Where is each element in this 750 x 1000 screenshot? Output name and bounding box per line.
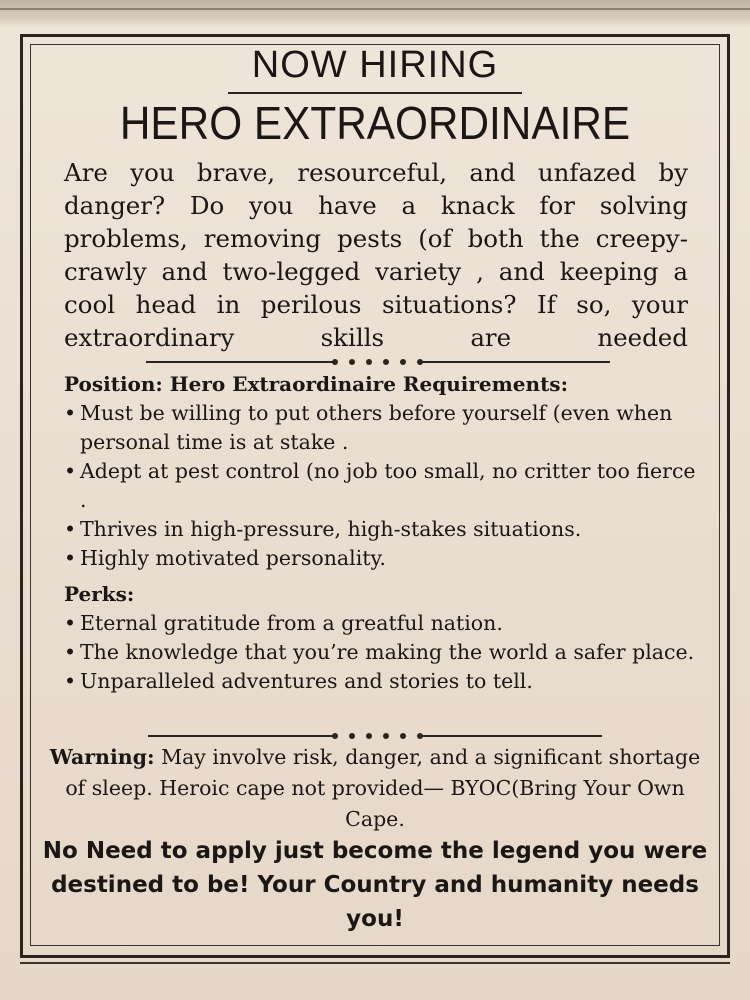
warning-text: May involve risk, danger, and a significant shortage of sleep. Heroic cape not provided— BYOC(Bring Your Own Cape.	[65, 745, 701, 831]
requirement-item: • Highly motivated personality.	[64, 544, 704, 573]
requirements-section	[64, 370, 704, 573]
ad-bottom-rule	[20, 962, 730, 964]
perk-item: • Unparalleled adventures and stories to tell.	[64, 667, 704, 696]
requirement-item: • Adept at pest control (no job too small, no critter too fierce .	[64, 457, 704, 515]
ornament-divider	[146, 355, 610, 369]
requirement-item: • Thrives in high-pressure, high-stakes situations.	[64, 515, 704, 544]
intro-paragraph: Are you brave, resourceful, and unfazed by danger? Do you have a knack for solving problems, removing pests (of both the creepy-crawly and two-legged variety , and keeping a cool head in perilous situations? If so, your extraordinary skills are needed	[64, 158, 688, 352]
closing-call-to-action: No Need to apply just become the legend you were destined to be! Your Country and humanity needs you!	[42, 838, 708, 932]
warning-label: Warning:	[49, 745, 155, 769]
torn-top-edge	[0, 0, 750, 28]
ornament-divider	[148, 729, 602, 743]
requirement-item: • Must be willing to put others before yourself (even when personal time is at stake .	[64, 399, 704, 457]
perks-heading: Perks:	[64, 582, 135, 606]
newsprint-rule	[0, 8, 750, 10]
ad-title: HERO EXTRAORDINAIRE	[119, 97, 631, 149]
perk-item: • Eternal gratitude from a greatful nation.	[64, 609, 704, 638]
now-hiring-heading: NOW HIRING	[251, 44, 499, 86]
requirements-heading: Position: Hero Extraordinaire Requirements:	[64, 372, 568, 396]
perks-section	[64, 580, 704, 696]
warning-notice	[40, 742, 710, 835]
perk-item: • The knowledge that you’re making the world a safer place.	[64, 638, 704, 667]
